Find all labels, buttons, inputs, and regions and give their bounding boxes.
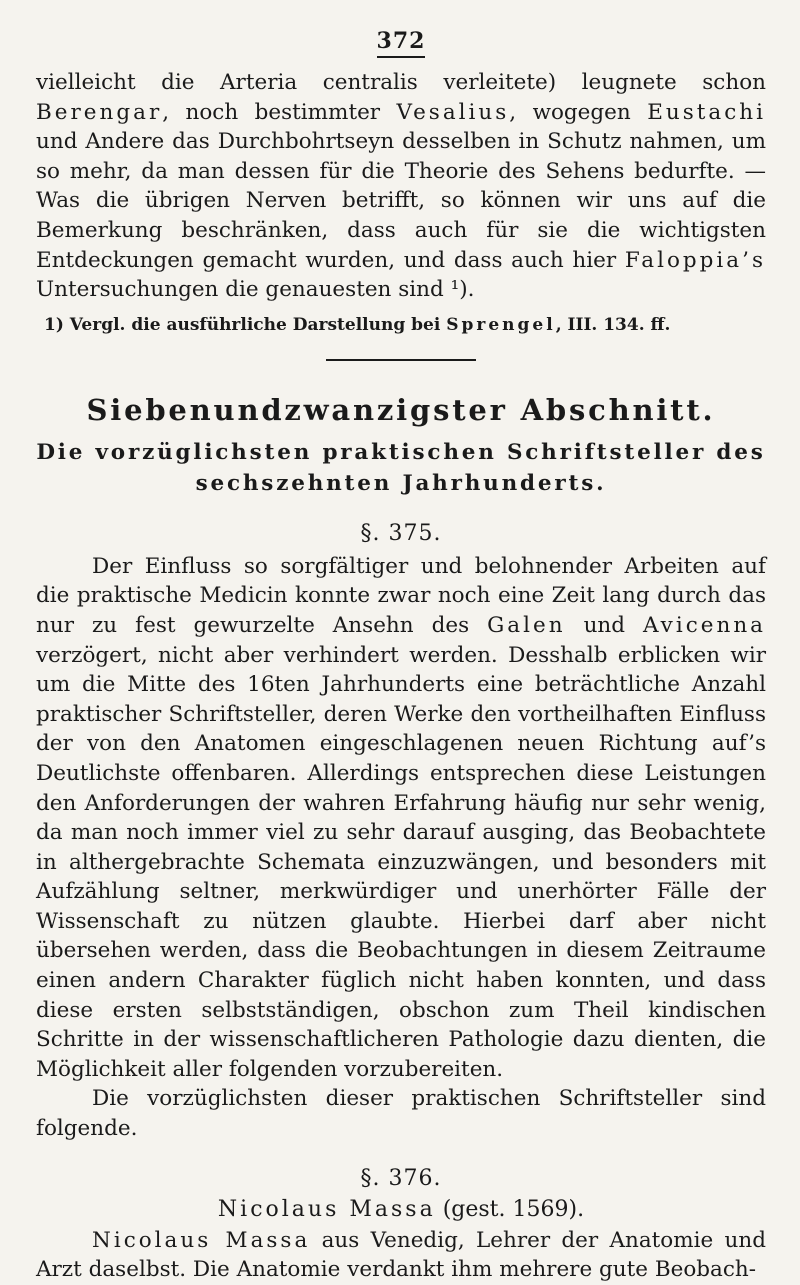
heading-dates: (gest. 1569).	[435, 1196, 585, 1222]
spaced-name-eustachi: Eustachi	[647, 99, 766, 125]
spaced-name-vesalius: Vesalius	[396, 99, 510, 125]
paragraph-375-body	[36, 552, 766, 1085]
paragraph-375-closing: Die vorzüglichsten dieser praktischen Schriftsteller sind folgende.	[36, 1086, 766, 1142]
paragraph-mark-376: §. 376.	[360, 1165, 442, 1191]
text-run: aus Venedig, Lehrer der Anatomie und Arzt daselbst. Die Anatomie verdankt ihm mehrere gute Beobach-	[36, 1227, 766, 1283]
text-run: Der Einfluss so sorgfältiger und belohnender Arbeiten auf die praktische Medicin konnte zwar noch eine Zeit lang durch das nur zu fest gewurzelte Ansehn des	[36, 553, 766, 638]
section-divider	[326, 359, 476, 361]
person-heading	[36, 1197, 766, 1222]
text-run: und Andere das Durchbohrtseyn desselben in Schutz nahmen, um so mehr, da man dessen für die Theorie des Sehens bedurfte. — Was die übrigen Nerven betrifft, so können wir uns auf die Bemerkung beschränken, dass auch für sie die wichtigsten Entdeckungen gemacht wurden, und dass auch hier	[36, 129, 766, 273]
section-title: Siebenundzwanzigster Abschnitt.	[86, 392, 716, 427]
footnote-ref: , III. 134. ff.	[555, 314, 671, 335]
paragraph-376-body	[36, 1226, 766, 1285]
spaced-name-galen: Galen	[487, 612, 566, 638]
text-run: , noch bestimmter	[162, 99, 397, 125]
text-run: Untersuchungen die genauesten sind ¹).	[36, 277, 475, 303]
heading-name: Nicolaus Massa	[217, 1196, 436, 1222]
subtitle-line-2: sechszehnten Jahrhunderts.	[195, 470, 607, 496]
paragraph-mark-375: §. 375.	[360, 520, 442, 546]
top-paragraph	[36, 68, 766, 305]
footnote-name: Sprengel	[446, 314, 556, 335]
section-subtitle	[36, 437, 766, 499]
spaced-name-massa: Nicolaus Massa	[92, 1227, 311, 1253]
footnote-text: 1) Vergl. die ausführliche Darstellung bei	[44, 314, 447, 335]
subtitle-line-1: Die vorzüglichsten praktischen Schriftsteller des	[36, 439, 766, 465]
text-run: , wogegen	[509, 99, 648, 125]
spaced-name-berengar: Berengar	[36, 99, 163, 125]
page-number: 372	[36, 28, 766, 58]
spaced-name-avicenna: Avicenna	[643, 612, 766, 638]
text-run: vielleicht die Arteria centralis verleitete) leugnete schon	[36, 70, 766, 95]
spaced-name-faloppia: Faloppia’s	[624, 247, 766, 273]
footnote	[44, 313, 766, 337]
text-run: und	[565, 612, 644, 638]
text-run: verzögert, nicht aber verhindert werden. Desshalb erblicken wir um die Mitte des 16ten Jahrhunderts eine beträchtliche Anzahl praktischer Schriftsteller, deren Werke den vortheilhaften Einfluss der von den Anatomen eingeschlagenen neuen Richtung auf’s Deutlichste offenbaren. Allerdings entsprechen diese Leistungen den Anforderungen der wahren Erfahrung häufig nur sehr wenig, da man noch immer viel zu sehr darauf ausging, das Beobachtete in althergebrachte Schemata einzuzwängen, und besonders mit Aufzählung seltner, merkwürdiger und unerhörter Fälle der Wissenschaft zu nützen glaubte. Hierbei darf aber nicht übersehen werden, dass die Beobachtungen in diesem Zeitraume einen andern Charakter füglich nicht haben konnten, und dass diese ersten selbstständigen, obschon zum Theil kindischen Schritte in der wissenschaftlicheren Pathologie dazu dienten, die Möglichkeit aller folgenden vorzubereiten.	[36, 642, 766, 1082]
